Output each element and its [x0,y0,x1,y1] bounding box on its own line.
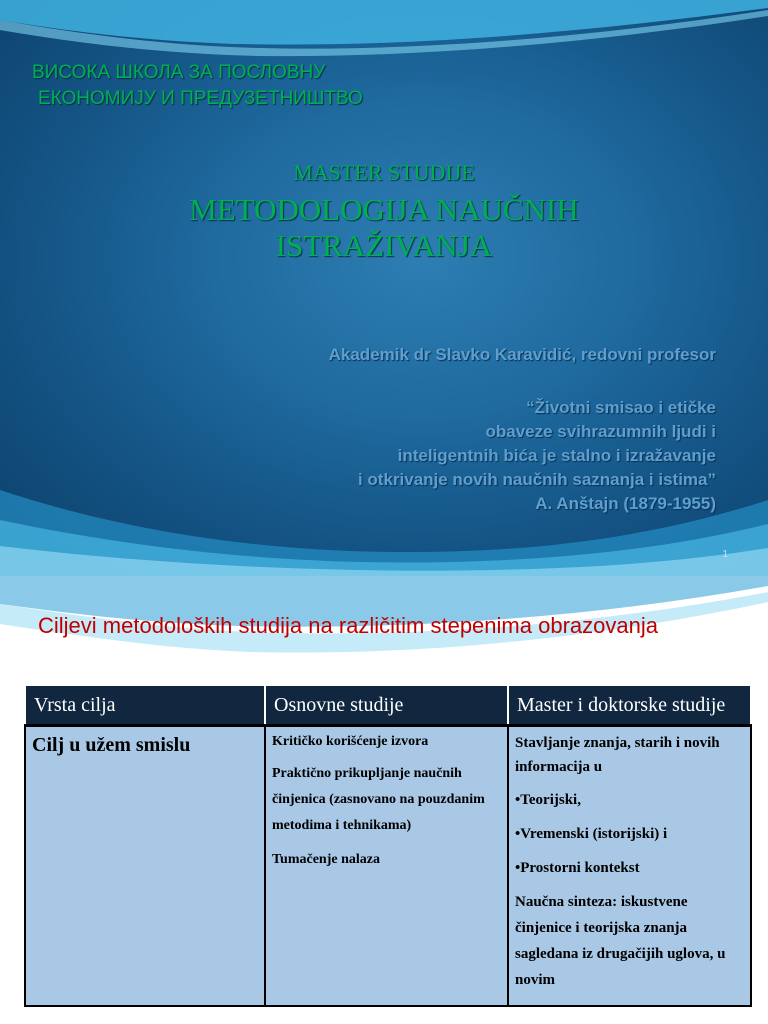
column-header: Vrsta cilja [25,685,265,726]
top-wave-decoration [0,0,768,60]
course-title-line1: METODOLOGIJA NAUČNIH [189,192,579,227]
school-name [32,60,363,112]
basic-studies-cell [265,726,508,1007]
slide-number: 1 [722,549,728,560]
quote-line: obaveze svihrazumnih ljudi i [485,422,716,441]
cell-paragraph: Naučna sinteza: iskustvene činjenice i teorijska znanja sagledana iz drugačijih uglova, u novim [515,894,726,988]
bottom-wave-decoration [0,430,768,576]
school-name-line1: ВИСОКА ШКОЛА ЗА ПОСЛОВНУ [32,62,326,83]
cell-bullet: •Vremenski (istorijski) i [515,826,668,842]
quote-line: i otkrivanje novih naučnih saznanja i istima” [357,470,716,489]
course-title-line2: ISTRAŽIVANJA [275,228,493,263]
content-slide [0,576,768,1024]
slide-title: Ciljevi metodoloških studija na različitim stepenima obrazovanja [38,613,658,638]
table-row [25,726,751,1007]
cell-bullet: •Teorijski, [515,792,581,808]
course-title [0,192,768,264]
program-label: MASTER STUDIJE [293,160,475,185]
column-header: Master i doktorske studije [508,685,751,726]
quote-line: “Životni smisao i etičke [526,398,716,417]
goals-table [24,684,752,1007]
school-name-line2: ЕКОНОМИЈУ И ПРЕДУЗЕТНИШТВО [38,88,363,109]
quote-attribution: A. Anštajn (1879-1955) [535,494,716,513]
table-header-row [25,685,751,726]
master-studies-cell [508,726,751,1007]
cell-bullet: •Prostorni kontekst [515,860,640,876]
author-name: Akademik dr Slavko Karavidić, redovni profesor [328,345,716,364]
quote-line: inteligentnih bića je stalno i izražavanje [397,446,716,465]
goal-type-cell: Cilj u užem smislu [25,726,265,1007]
cell-paragraph: Praktično prikupljanje naučnih činjenica (zasnovano na pouzdanim metodima i tehnikama) [272,766,485,833]
cell-paragraph: Tumačenje nalaza [272,852,380,867]
cell-paragraph: Stavljanje znanja, starih i novih informacija u [515,735,720,775]
column-header: Osnovne studije [265,685,508,726]
cell-paragraph: Kritičko korišćenje izvora [272,734,429,749]
